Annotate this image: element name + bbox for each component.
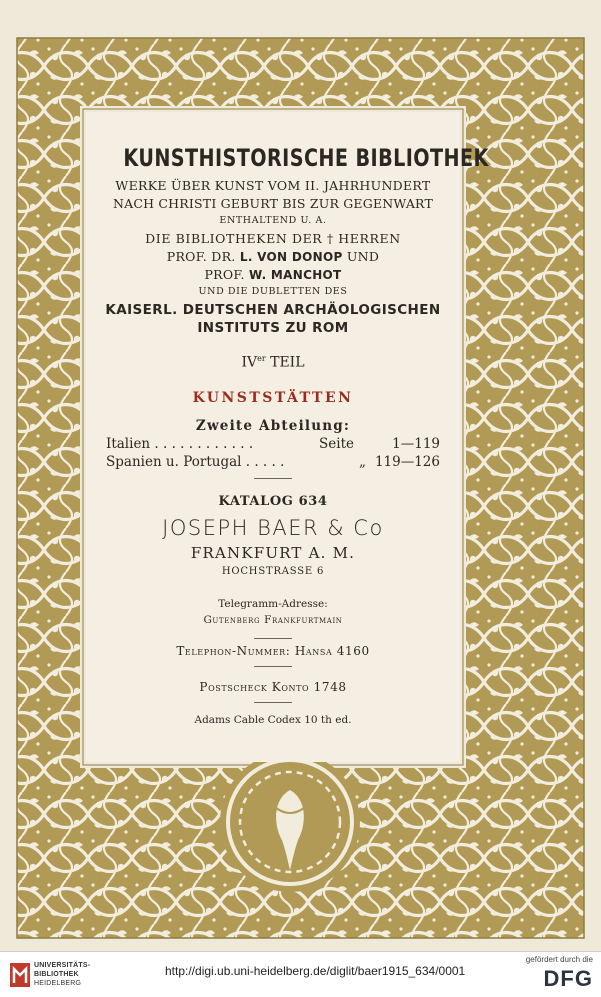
publisher-name: JOSEPH BAER & Co — [162, 516, 384, 540]
wreath-medallion — [220, 752, 360, 892]
permalink-url[interactable]: http://digi.ub.uni-heidelberg.de/diglit/baer1915_634/0001 — [165, 964, 466, 978]
divider — [86, 702, 460, 703]
catalog-number: KATALOG 634 — [218, 494, 328, 509]
funded-by-label: gefördert durch die — [525, 955, 593, 964]
institute-line-2: INSTITUTS ZU ROM — [197, 320, 349, 336]
donop-prefix: PROF. DR. — [166, 249, 236, 264]
manchot-prefix: PROF. — [204, 267, 245, 282]
telephone-number: Telephon-Nummer: Hansa 4160 — [176, 644, 370, 658]
toc-entry-dots: . . . . . — [241, 454, 285, 470]
part-roman: IV — [241, 354, 258, 371]
cable-codex: Adams Cable Codex 10 th ed. — [194, 714, 352, 726]
title-plate — [86, 112, 489, 762]
section-heading: KUNSTSTÄTTEN — [192, 390, 354, 406]
toc-entry-dots: . . . . . . . . . . . . — [150, 436, 254, 452]
manchot-name: W. MANCHOT — [249, 268, 342, 282]
subtitle-line-7: UND DIE DUBLETTEN DES — [198, 286, 348, 297]
viewer-footer — [0, 951, 601, 997]
manchot-line — [86, 267, 460, 282]
main-title: KUNSTHISTORISCHE BIBLIOTHEK — [123, 144, 489, 172]
subtitle-line-2: NACH CHRISTI GEBURT BIS ZUR GEGENWART — [113, 196, 433, 211]
part-label — [86, 354, 460, 371]
subtitle-line-3: ENTHALTEND U. A. — [219, 215, 327, 226]
part-word: TEIL — [270, 354, 305, 371]
telegram-label: Telegramm-Adresse: — [218, 598, 328, 610]
postscheck-account: Postscheck Konto 1748 — [199, 680, 347, 694]
publisher-street: HOCHSTRASSE 6 — [221, 566, 325, 577]
subsection-heading: Zweite Abteilung: — [195, 418, 351, 434]
subtitle-line-1: WERKE ÜBER KUNST VOM II. JAHRHUNDERT — [115, 178, 431, 193]
toc-row-spanien — [106, 454, 440, 470]
toc-entry-seite: Seite — [319, 436, 354, 452]
toc-entry-pages: 119—126 — [374, 454, 440, 470]
part-superscript: er — [257, 354, 266, 363]
toc-row-italien — [106, 436, 440, 452]
university-name-line-2: BIBLIOTHEK — [34, 971, 79, 978]
institute-line-1: KAISERL. DEUTSCHEN ARCHÄOLOGISCHEN — [105, 302, 441, 318]
university-library-logo-icon — [8, 961, 32, 989]
toc-entry-name: Spanien u. Portugal — [106, 454, 242, 470]
donop-line — [86, 249, 460, 264]
dfg-logo: DFG — [543, 966, 593, 991]
donop-name: L. VON DONOP — [239, 250, 343, 264]
divider — [86, 666, 460, 667]
university-name-line-1: UNIVERSITÄTS- — [34, 962, 91, 969]
divider — [86, 478, 460, 479]
toc-entry-name: Italien — [106, 436, 151, 452]
subtitle-line-4: DIE BIBLIOTHEKEN DER † HERREN — [145, 231, 401, 246]
university-name-line-3: HEIDELBERG — [34, 980, 82, 987]
donop-suffix: UND — [346, 249, 380, 264]
toc-entry-seite: „ — [359, 454, 366, 470]
publisher-city: FRANKFURT A. M. — [190, 544, 356, 562]
telegram-value: Gutenberg Frankfurtmain — [203, 614, 343, 626]
toc-entry-pages: 1—119 — [392, 436, 440, 452]
divider — [86, 638, 460, 639]
